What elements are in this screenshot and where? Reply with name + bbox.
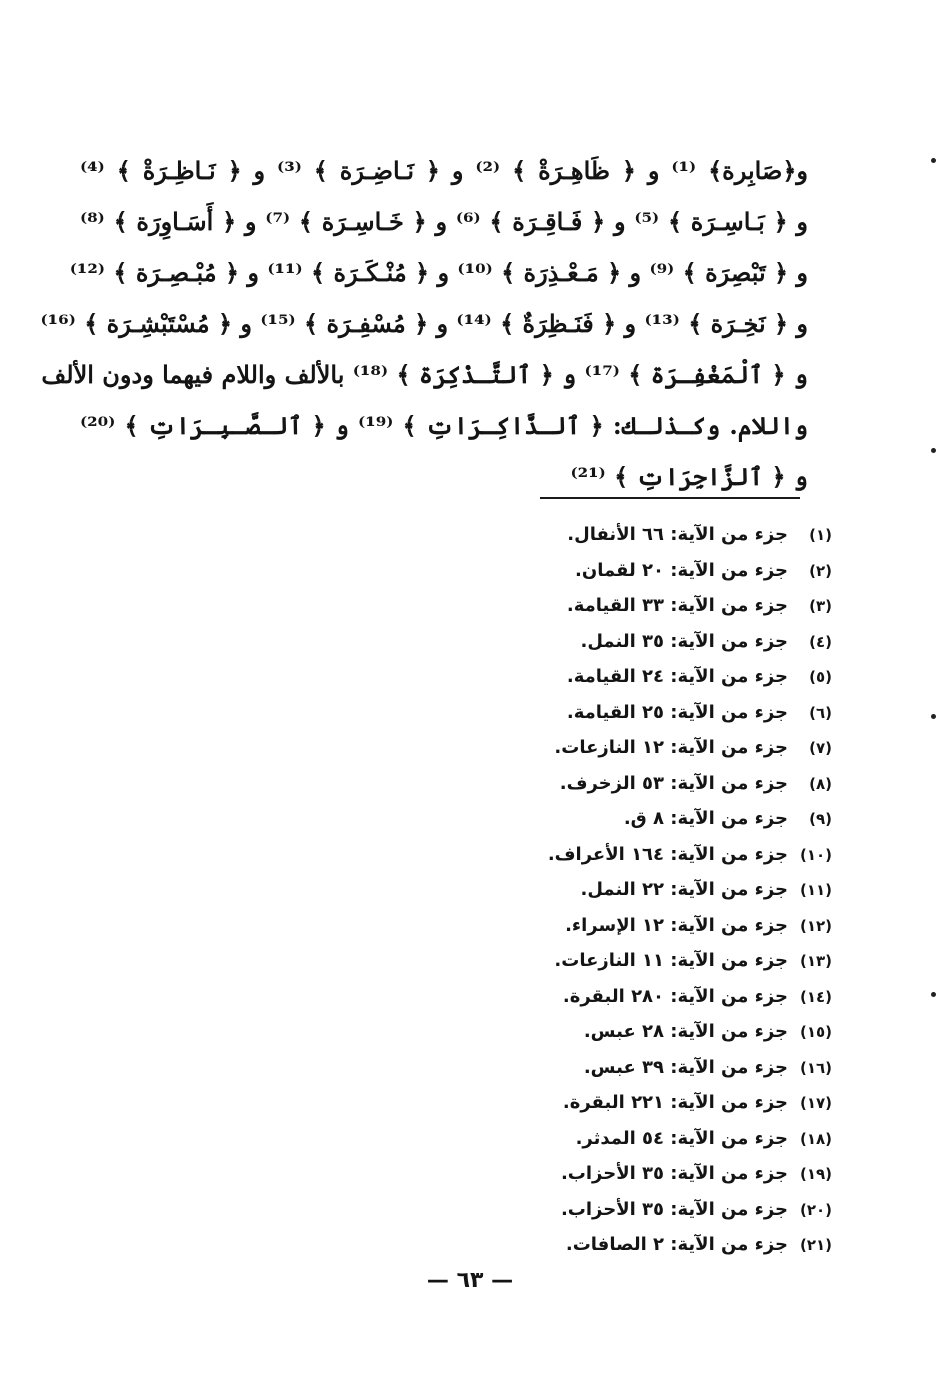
footnote-text: جزء من الآية: ٢٢ النمل. <box>580 879 788 900</box>
footnote <box>480 1156 832 1192</box>
body-line: و ﴿ ٱلزَّاجِرَاتِ ﴾ ⁽²¹⁾ <box>570 462 808 491</box>
footnote-text: جزء من الآية: ٣٥ الأحزاب. <box>560 1163 788 1184</box>
footnote-text: جزء من الآية: ٣٣ القيامة. <box>566 595 788 616</box>
footnote-text: جزء من الآية: ٣٥ النمل. <box>580 630 788 652</box>
body-line: و ﴿ ٱلْمَغْفِـرَة ﴾ ⁽¹⁷⁾ و ﴿ ٱلتَّـذْكِرَة ﴾ ⁽¹⁸⁾ بالألف واللام فيهما ودون الألف <box>41 360 808 389</box>
body-line: و﴿صَابِرة﴾ ⁽¹⁾ و ﴿ ظَاهِـرَةْ ﴾ ⁽²⁾ و ﴿ نَـاضِـرَة ﴾ ⁽³⁾ و ﴿ نَـاظِـرَةْ ﴾ ⁽⁴⁾ <box>80 156 809 185</box>
footnote-number: (٢١) <box>799 1236 832 1254</box>
footnote-number: (١١) <box>799 881 832 899</box>
footnote <box>480 517 832 553</box>
footnote-text: جزء من الآية: ٦٦ الأنفال. <box>567 524 788 545</box>
footnote-text: جزء من الآية: ٢٤ القيامة. <box>566 666 788 687</box>
footnote-text: جزء من الآية: ٢ الصافات. <box>565 1234 788 1255</box>
footnote-number: (٣) <box>809 597 832 615</box>
footnote-number: (١) <box>809 526 832 544</box>
footnote-text: جزء من الآية: ٢٢١ البقرة. <box>562 1092 788 1113</box>
footnote <box>480 872 832 908</box>
footnotes-list <box>480 517 832 1263</box>
footnote <box>480 1192 832 1228</box>
footnote <box>480 1227 832 1263</box>
footnote-number: (١٦) <box>799 1058 832 1077</box>
footnote-text: جزء من الآية: ٢٠ لقمان. <box>575 559 788 581</box>
footnote <box>480 1121 832 1157</box>
footnote-number: (٢) <box>809 561 832 580</box>
footnote-text: جزء من الآية: ٥٤ المدثر. <box>575 1127 788 1149</box>
footnote-number: (٧) <box>809 739 832 757</box>
footnote-text: جزء من الآية: ٥٣ الزخرف. <box>559 772 788 794</box>
footnote <box>480 1014 832 1050</box>
footnote <box>480 1085 832 1121</box>
body-line: واللام. وكـذلـك: ﴿ ٱلـذَّاكِـرَاتِ ﴾ ⁽¹⁹⁾ و ﴿ ٱلـصَّـبِـرَاتِ ﴾ ⁽²⁰⁾ <box>80 411 808 440</box>
footnote-divider <box>540 497 800 499</box>
footnote <box>480 908 832 944</box>
footnote <box>480 979 832 1015</box>
footnote-number: (٨) <box>809 774 832 793</box>
footnote-number: (١٩) <box>799 1165 832 1183</box>
page-number: — ٦٣ — <box>426 1268 514 1293</box>
scan-mark-dot <box>931 158 936 163</box>
footnote-number: (١٤) <box>799 987 832 1006</box>
footnote-number: (١٣) <box>799 952 832 970</box>
footnote-number: (٦) <box>809 703 832 722</box>
footnote-number: (٢٠) <box>799 1200 832 1219</box>
footnote-number: (١٢) <box>799 916 832 935</box>
footnote <box>480 659 832 695</box>
footnote-text: جزء من الآية: ٢٨ عبس. <box>583 1021 788 1042</box>
footnote-text: جزء من الآية: ١٦٤ الأعراف. <box>547 843 788 865</box>
footnote <box>480 801 832 837</box>
scan-mark-dot <box>931 714 936 719</box>
footnote-number: (١٠) <box>799 845 832 864</box>
body-line: و ﴿ تَبْصِرَة ﴾ ⁽⁹⁾ و ﴿ مَـعْـذِرَة ﴾ ⁽¹⁰⁾ و ﴿ مُنْـكَـرَة ﴾ ⁽¹¹⁾ و ﴿ مُبْـصِـرَة ﴾ ⁽¹²⁾ <box>69 258 808 287</box>
footnote-text: جزء من الآية: ٨ ق. <box>623 808 788 829</box>
footnote-number: (٩) <box>809 810 832 828</box>
footnote <box>480 553 832 589</box>
footnote <box>480 695 832 731</box>
scan-mark-dot <box>931 448 936 453</box>
footnote-text: جزء من الآية: ١١ النازعات. <box>554 950 788 971</box>
footnote-text: جزء من الآية: ٣٥ الأحزاب. <box>560 1198 788 1220</box>
footnote-text: جزء من الآية: ٣٩ عبس. <box>583 1056 788 1078</box>
footnote <box>480 1050 832 1086</box>
footnote-text: جزء من الآية: ٢٥ القيامة. <box>566 701 788 723</box>
footnote <box>480 624 832 660</box>
footnote-text: جزء من الآية: ١٢ النازعات. <box>554 737 788 758</box>
footnote <box>480 730 832 766</box>
body-line: و ﴿ نَخِـرَة ﴾ ⁽¹³⁾ و ﴿ فَنَـظِرَةٌ ﴾ ⁽¹⁴⁾ و ﴿ مُسْفِـرَة ﴾ ⁽¹⁵⁾ و ﴿ مُسْتَبْشِـرَة ﴾ ⁽¹⁶⁾ <box>40 309 808 338</box>
footnote-number: (١٧) <box>799 1094 832 1112</box>
body-line: و ﴿ بَـاسِـرَة ﴾ ⁽⁵⁾ و ﴿ فَـاقِـرَة ﴾ ⁽⁶⁾ و ﴿ خَـاسِـرَة ﴾ ⁽⁷⁾ و ﴿ أَسَـاوِرَة ﴾ ⁽⁸⁾ <box>80 207 808 236</box>
footnote-text: جزء من الآية: ١٢ الإسراء. <box>565 914 788 936</box>
footnote <box>480 943 832 979</box>
footnote-number: (١٨) <box>799 1129 832 1148</box>
footnote-number: (١٥) <box>799 1023 832 1041</box>
footnote <box>480 588 832 624</box>
footnote-number: (٥) <box>809 668 832 686</box>
body-text <box>40 145 809 502</box>
scan-mark-dot <box>931 992 936 997</box>
footnote <box>480 837 832 873</box>
footnote-text: جزء من الآية: ٢٨٠ البقرة. <box>562 985 788 1007</box>
footnote-number: (٤) <box>809 632 832 651</box>
footnote <box>480 766 832 802</box>
